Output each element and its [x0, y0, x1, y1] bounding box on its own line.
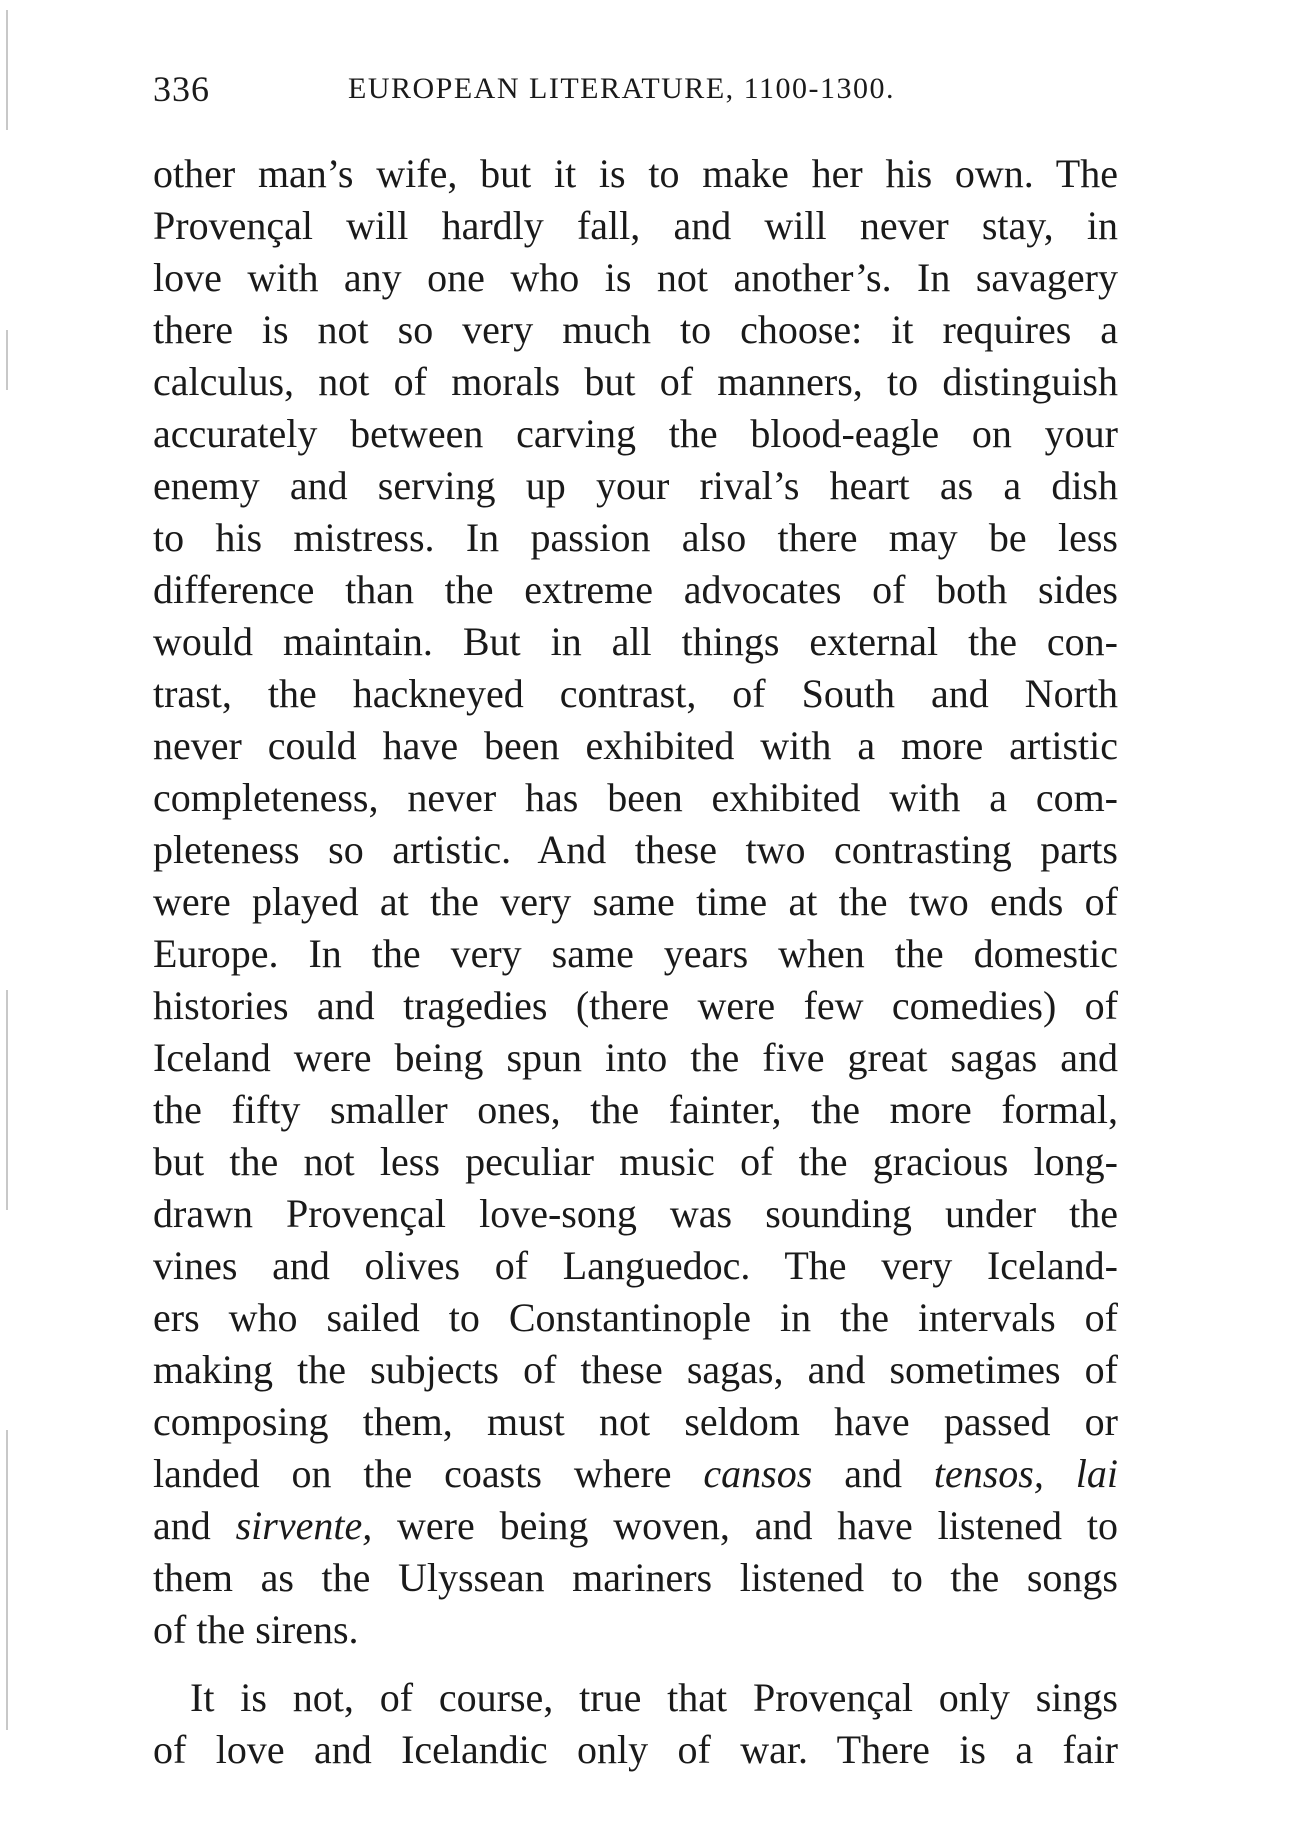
text-line: never could have been exhibited with a more artistic: [153, 723, 1118, 768]
body-text: [153, 148, 1118, 1776]
text-line: difference than the extreme advocates of both sides: [153, 567, 1118, 612]
page-header: [153, 68, 1118, 116]
paragraph-1: [153, 148, 1118, 1656]
text-line: making the subjects of these sagas, and sometimes of: [153, 1347, 1118, 1392]
text-line: but the not less peculiar music of the gracious long-: [153, 1139, 1118, 1184]
text-line: were played at the very same time at the two ends of: [153, 879, 1118, 924]
italic-term: sirvente,: [235, 1503, 373, 1548]
page-number: 336: [153, 69, 210, 109]
text-line: calculus, not of morals but of manners, to distinguish: [153, 359, 1118, 404]
text-line: histories and tragedies (there were few comedies) of: [153, 983, 1118, 1028]
text-line: the fifty smaller ones, the fainter, the more formal,: [153, 1087, 1118, 1132]
text-line: there is not so very much to choose: it requires a: [153, 307, 1118, 352]
text-line: love with any one who is not another’s. In savagery: [153, 255, 1118, 300]
text-line: trast, the hackneyed contrast, of South and North: [153, 671, 1118, 716]
text-line: completeness, never has been exhibited with a com-: [153, 775, 1118, 820]
text-line: other man’s wife, but it is to make her his own. The: [153, 151, 1118, 196]
text-line: of the sirens.: [153, 1607, 359, 1652]
running-head: EUROPEAN LITERATURE, 1100-1300.: [348, 72, 896, 105]
text-line: Europe. In the very same years when the domestic: [153, 931, 1118, 976]
text-line: It is not, of course, true that Provençal only sings: [190, 1675, 1118, 1720]
text-line: ers who sailed to Constantinople in the intervals of: [153, 1295, 1118, 1340]
text-run: and: [153, 1503, 236, 1548]
text-line: [153, 1500, 1118, 1552]
text-line: of love and Icelandic only of war. There is a fair: [153, 1727, 1118, 1772]
text-line: to his mistress. In passion also there may be less: [153, 515, 1118, 560]
text-line: enemy and serving up your rival’s heart as a dish: [153, 463, 1118, 508]
text-line: composing them, must not seldom have passed or: [153, 1399, 1118, 1444]
text-line: accurately between carving the blood-eagle on your: [153, 411, 1118, 456]
paragraph-2: [153, 1672, 1118, 1776]
text-line: Provençal will hardly fall, and will never stay, in: [153, 203, 1118, 248]
text-line: vines and olives of Languedoc. The very Iceland-: [153, 1243, 1118, 1288]
text-run: landed on the coasts where: [153, 1451, 704, 1496]
text-line: them as the Ulyssean mariners listened to the songs: [153, 1555, 1118, 1600]
italic-term: cansos: [703, 1451, 813, 1496]
text-run: were being woven, and have listened to: [372, 1503, 1118, 1548]
text-line: pleteness so artistic. And these two contrasting parts: [153, 827, 1118, 872]
text-line: would maintain. But in all things external the con-: [153, 619, 1118, 664]
text-line: Iceland were being spun into the five great sagas and: [153, 1035, 1118, 1080]
text-run: and: [812, 1451, 934, 1496]
scan-margin-artifact: [6, 0, 12, 1845]
text-line: [153, 1448, 1118, 1500]
italic-term: tensos, lai: [933, 1451, 1118, 1496]
text-line: drawn Provençal love-song was sounding under the: [153, 1191, 1118, 1236]
